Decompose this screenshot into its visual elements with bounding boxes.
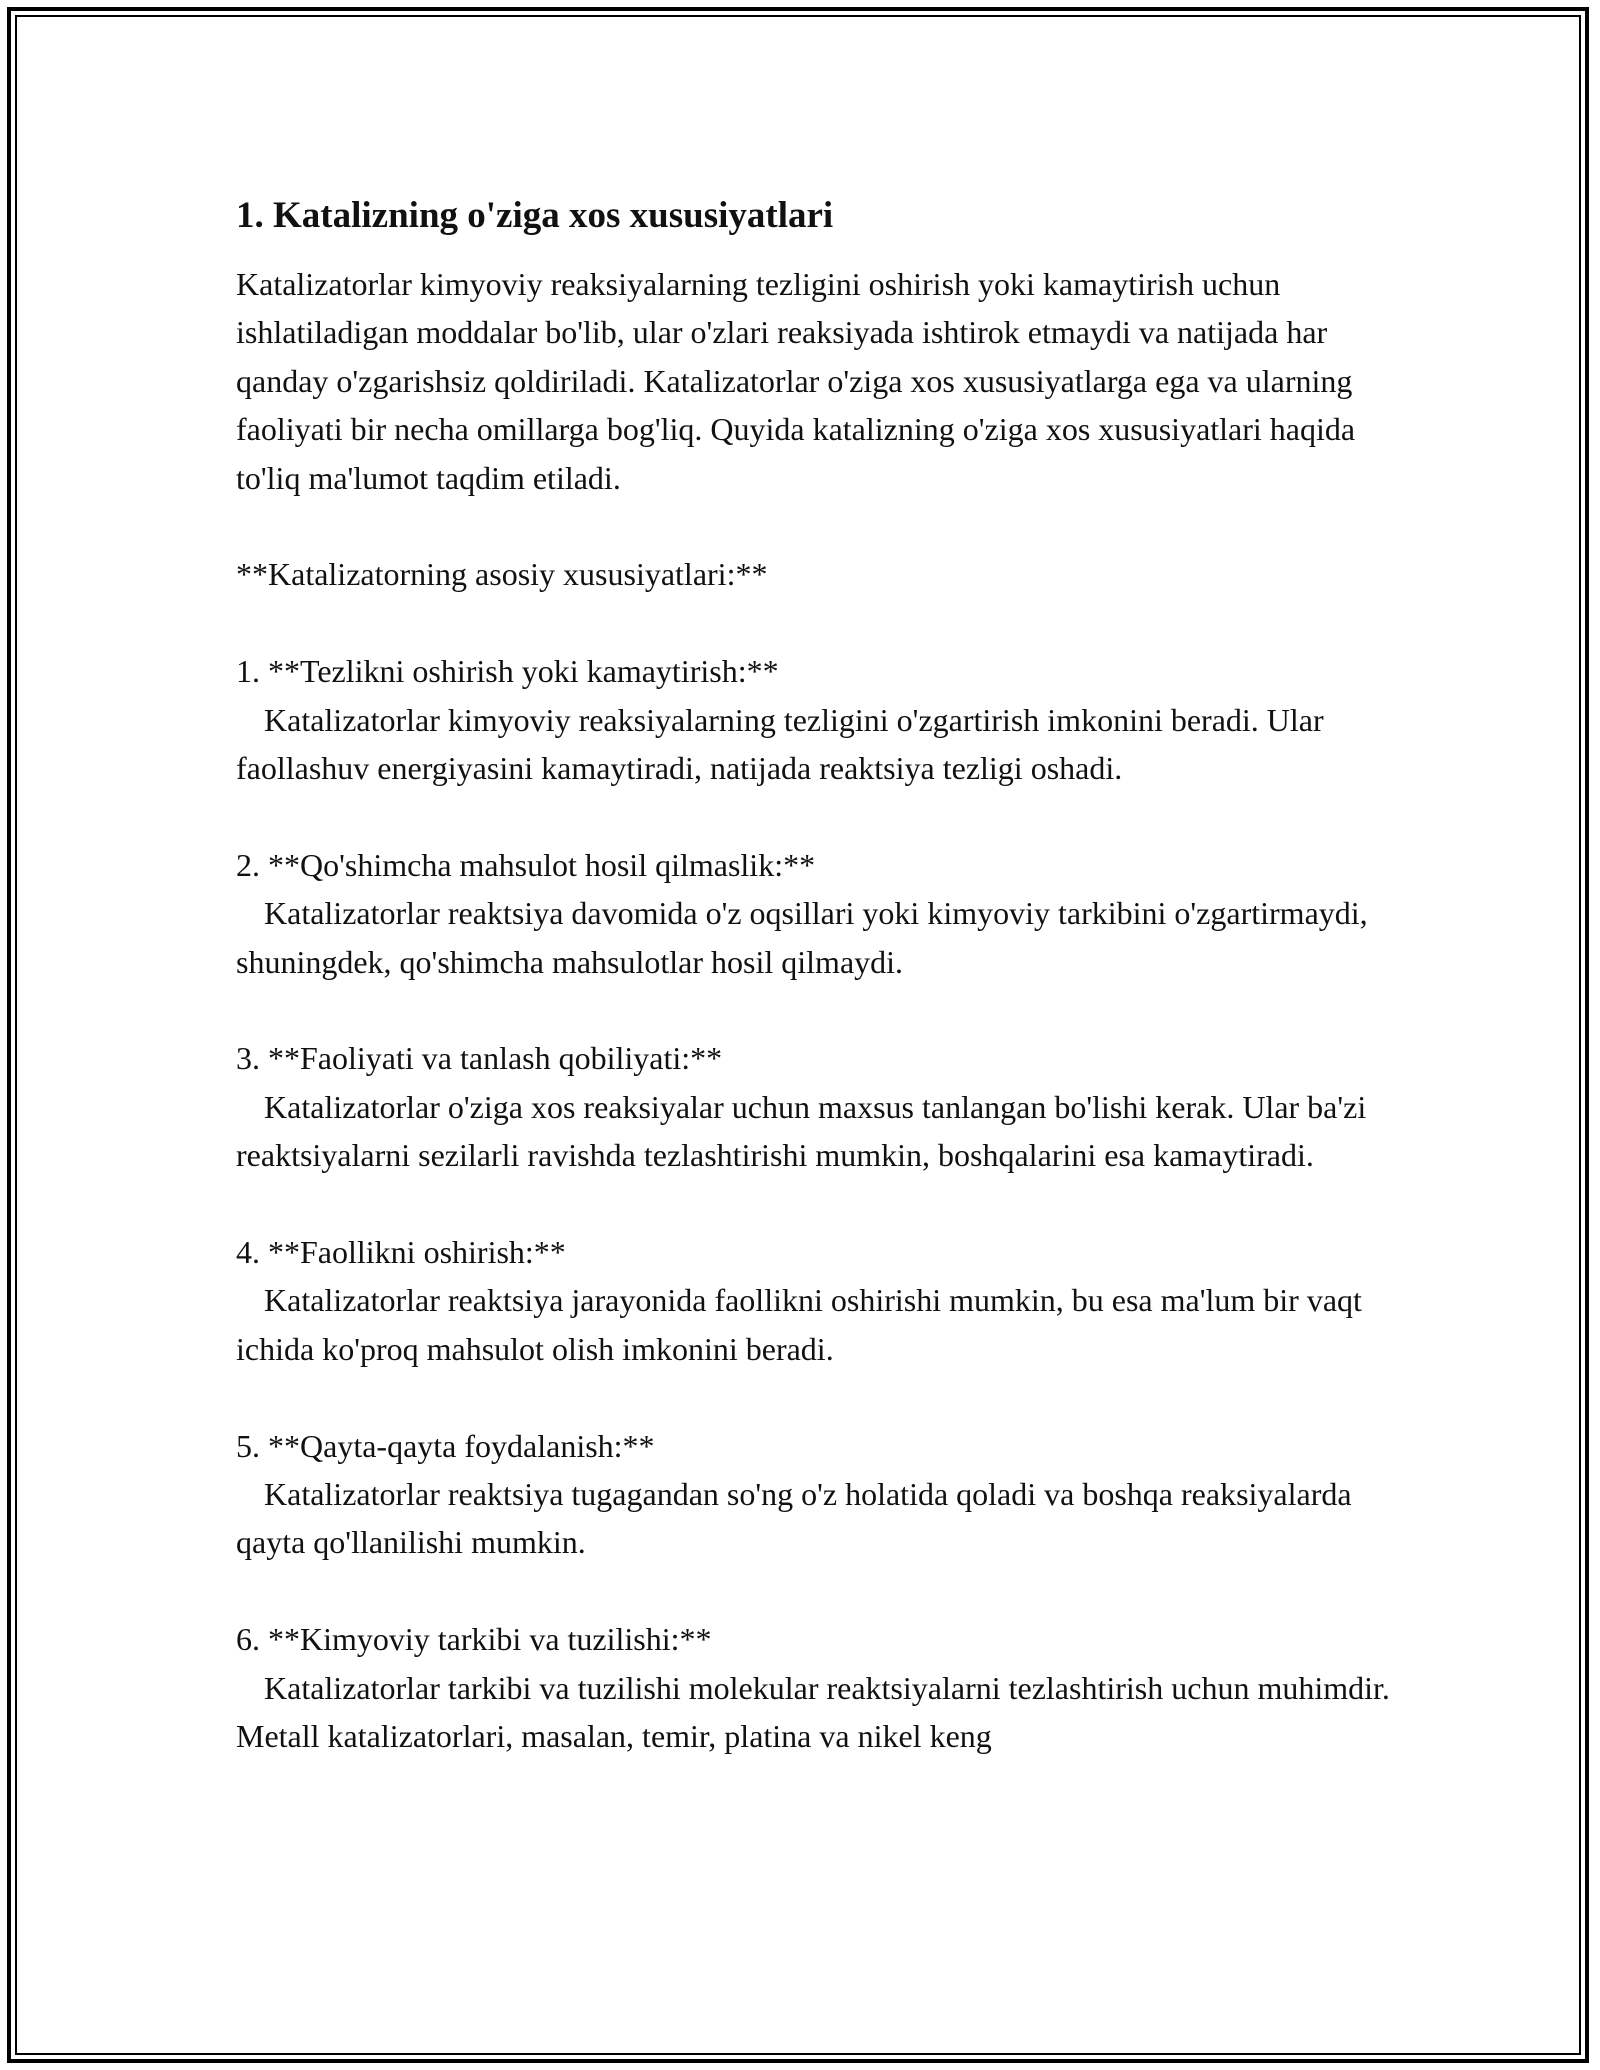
list-item — [236, 1228, 1426, 1373]
list-item-text: Katalizatorlar tarkibi va tuzilishi molekular reaktsiyalarni tezlashtirish uchun muhimdir. Metall katalizatorlari, masalan, temir, platina va nikel keng — [236, 1669, 1398, 1755]
spacer — [236, 1180, 1426, 1228]
list-item-text: Katalizatorlar reaktsiya tugagandan so'ng o'z holatida qoladi va boshqa reaksiyalarda qayta qo'llanilishi mumkin. — [236, 1476, 1360, 1561]
list-item-heading: 4. **Faollikni oshirish:** — [236, 1234, 566, 1271]
spacer — [236, 502, 1426, 550]
spacer — [236, 599, 1426, 647]
spacer — [236, 1567, 1426, 1615]
list-item — [236, 1615, 1426, 1760]
section-heading: **Katalizatorning asosiy xususiyatlari:** — [236, 556, 768, 593]
list-item-heading: 1. **Tezlikni oshirish yoki kamaytirish:** — [236, 653, 779, 690]
list-item-heading: 5. **Qayta-qayta foydalanish:** — [236, 1427, 655, 1464]
list-item-heading: 3. **Faoliyati va tanlash qobiliyati:** — [236, 1040, 723, 1077]
list-item-text: Katalizatorlar o'ziga xos reaksiyalar uchun maxsus tanlangan bo'lishi kerak. Ular ba'zi reaktsiyalarni sezilarli ravishda tezlashtirishi mumkin, boshqalarini esa kamaytiradi. — [236, 1088, 1375, 1174]
list-item — [236, 841, 1426, 986]
list-item — [236, 647, 1426, 792]
document-body — [236, 188, 1426, 1760]
list-item — [236, 1422, 1426, 1567]
spacer — [236, 792, 1426, 840]
intro-paragraph: Katalizatorlar kimyoviy reaksiyalarning tezligini oshirish yoki kamaytirish uchun ishlatiladigan moddalar bo'lib, ular o'zlari reaksiyada ishtirok etmaydi va natijada har qanday o'zgarishsiz qoldiriladi. Katalizatorlar o'ziga xos xususiyatlarga ega va ularning faoliyati bir necha omillarga bog'liq. Quyida katalizning o'ziga xos xususiyatlari haqida to'liq ma'lumot taqdim etiladi. — [236, 266, 1364, 496]
list-item-text: Katalizatorlar reaktsiya davomida o'z oqsillari yoki kimyoviy tarkibini o'zgartirmaydi, shuningdek, qo'shimcha mahsulotlar hosil qilmaydi. — [236, 895, 1376, 980]
list-item — [236, 1034, 1426, 1179]
list-item-heading: 2. **Qo'shimcha mahsulot hosil qilmaslik:** — [236, 846, 816, 883]
list-item-text: Katalizatorlar reaktsiya jarayonida faollikni oshirishi mumkin, bu esa ma'lum bir vaqt ichida ko'proq mahsulot olish imkonini beradi. — [236, 1282, 1370, 1367]
document-title: 1. Katalizning o'ziga xos xususiyatlari — [236, 195, 834, 236]
list-item-heading: 6. **Kimyoviy tarkibi va tuzilishi:** — [236, 1621, 712, 1658]
spacer — [236, 1373, 1426, 1421]
spacer — [236, 986, 1426, 1034]
list-item-text: Katalizatorlar kimyoviy reaksiyalarning tezligini o'zgartirish imkonini beradi. Ular faollashuv energiyasini kamaytiradi, natijada reaktsiya tezligi oshadi. — [236, 701, 1332, 787]
